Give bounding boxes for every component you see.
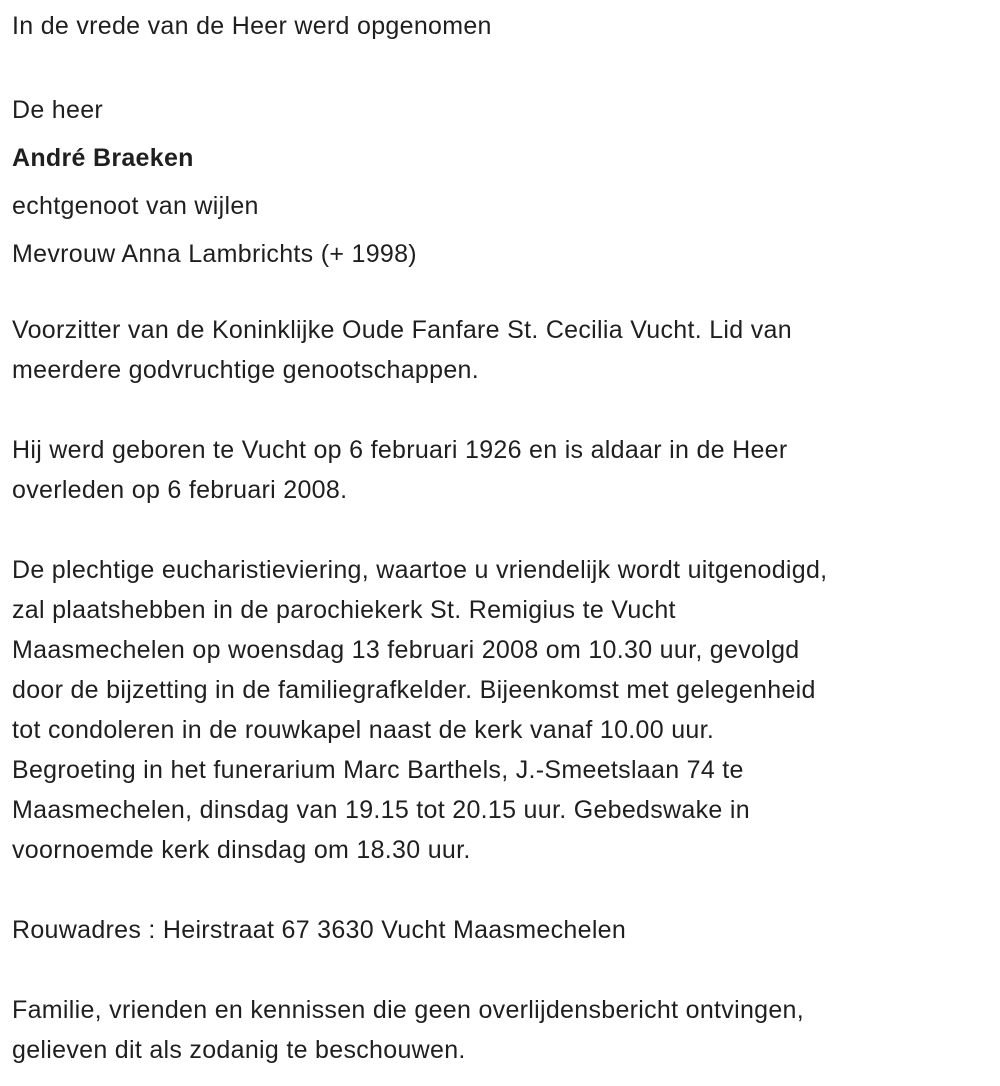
service-line: Begroeting in het funerarium Marc Barthels, J.-Smeetslaan 74 te (12, 756, 744, 784)
mourning-address-paragraph (12, 910, 986, 950)
opening-paragraph (12, 6, 986, 46)
birth-death-line: Hij werd geboren te Vucht op 6 februari 1926 en is aldaar in de Heer (12, 436, 788, 464)
opening-line: In de vrede van de Heer werd opgenomen (12, 12, 492, 40)
service-line: zal plaatshebben in de parochiekerk St. Remigius te Vucht (12, 596, 676, 624)
service-line: voornoemde kerk dinsdag om 18.30 uur. (12, 836, 471, 864)
notice-line: Familie, vrienden en kennissen die geen overlijdensbericht ontvingen, (12, 996, 805, 1024)
titles-paragraph (12, 310, 986, 390)
service-line: Maasmechelen, dinsdag van 19.15 tot 20.15 uur. Gebedswake in (12, 796, 750, 824)
relation-line: echtgenoot van wijlen (12, 192, 259, 220)
service-line: tot condoleren in de rouwkapel naast de kerk vanaf 10.00 uur. (12, 716, 715, 744)
birth-death-paragraph (12, 430, 986, 510)
service-line: Maasmechelen op woensdag 13 februari 2008 om 10.30 uur, gevolgd (12, 636, 800, 664)
birth-death-line: overleden op 6 februari 2008. (12, 476, 348, 504)
service-line: door de bijzetting in de familiegrafkelder. Bijeenkomst met gelegenheid (12, 676, 816, 704)
mourning-address-line: Rouwadres : Heirstraat 67 3630 Vucht Maasmechelen (12, 916, 627, 944)
salutation-line: De heer (12, 96, 104, 124)
titles-line: Voorzitter van de Koninklijke Oude Fanfare St. Cecilia Vucht. Lid van (12, 316, 792, 344)
spouse-line: Mevrouw Anna Lambrichts (+ 1998) (12, 240, 417, 268)
deceased-name: André Braeken (12, 144, 194, 172)
deceased-block (12, 86, 986, 278)
service-paragraph (12, 550, 986, 870)
titles-line: meerdere godvruchtige genootschappen. (12, 356, 479, 384)
notice-line: gelieven dit als zodanig te beschouwen. (12, 1036, 466, 1064)
notice-paragraph (12, 990, 986, 1070)
service-line: De plechtige eucharistieviering, waartoe u vriendelijk wordt uitgenodigd, (12, 556, 828, 584)
